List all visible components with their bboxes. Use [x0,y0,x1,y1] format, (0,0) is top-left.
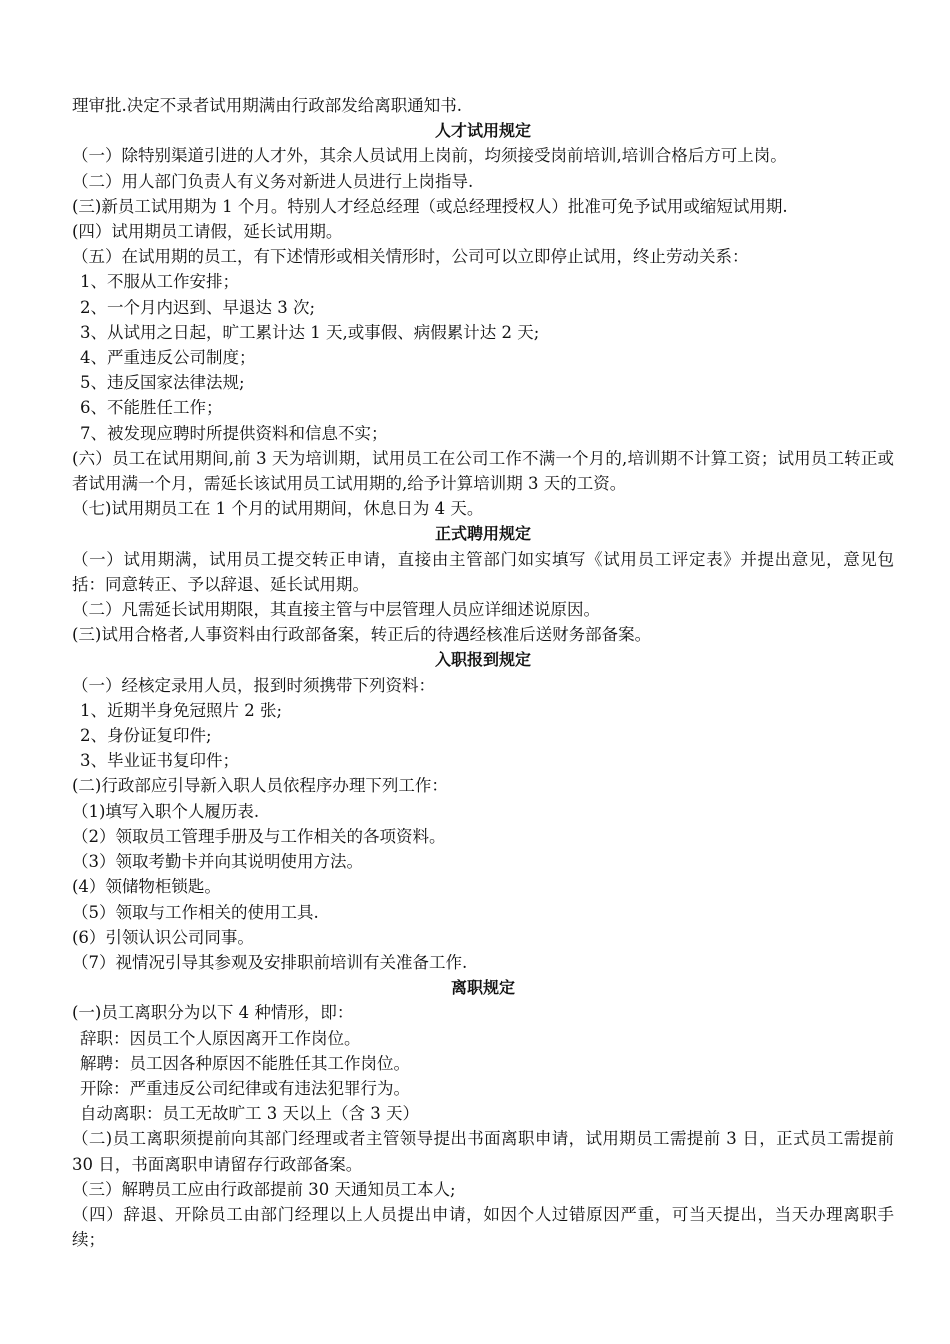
list-item: 1、不服从工作安排； [80,272,239,292]
list-item: （7）视情况引导其参观及安排职前培训有关准备工作. [72,952,468,972]
list-item: （3）领取考勤卡并向其说明使用方法。 [72,852,363,872]
intro-line: 理审批.决定不录者试用期满由行政部发给离职通知书. [72,96,462,115]
document-page [72,93,894,1252]
paragraph: (二)行政部应引导新入职人员依程序办理下列工作： [72,776,448,796]
paragraph: (一)员工离职分为以下 4 种情形，即： [72,1003,354,1023]
paragraph: （二)员工离职须提前向其部门经理或者主管领导提出书面离职申请，试用期员工需提前 3 日，正式员工需提前 30 日，书面离职申请留存行政部备案。 [72,1129,894,1174]
paragraph: (三)新员工试用期为 1 个月。特别人才经总经理（或总经理授权人）批准可免予试用或缩短试用期. [72,196,788,216]
list-item: 辞职：因员工个人原因离开工作岗位。 [80,1028,361,1048]
paragraph: （五）在试用期的员工，有下述情形或相关情形时，公司可以立即停止试用，终止劳动关系： [72,247,749,267]
list-item: （5）领取与工作相关的使用工具. [72,902,319,922]
paragraph: （二）用人部门负责人有义务对新进人员进行上岗指导. [72,171,474,191]
list-item: 解聘：员工因各种原因不能胜任其工作岗位。 [80,1053,410,1073]
list-item: 7、被发现应聘时所提供资料和信息不实； [80,423,388,443]
section-title-onboarding: 入职报到规定 [434,650,531,670]
section-title-resignation: 离职规定 [450,978,515,998]
list-item: (4）领储物柜锁匙。 [72,877,221,897]
paragraph: （一）试用期满，试用员工提交转正申请，直接由主管部门如实填写《试用员工评定表》并提出意见，意见包括：同意转正、予以辞退、延长试用期。 [72,549,894,594]
paragraph: （一）经核定录用人员，报到时须携带下列资料： [72,675,435,695]
section-title-formal-hire: 正式聘用规定 [434,524,531,544]
paragraph: （二）凡需延长试用期限，其直接主管与中层管理人员应详细述说原因。 [72,600,600,620]
paragraph: （七)试用期员工在 1 个月的试用期间，休息日为 4 天。 [72,499,484,519]
list-item: （1)填写入职个人履历表. [72,801,260,821]
list-item: 3、毕业证书复印件； [80,751,239,771]
section-title-talent-trial: 人才试用规定 [434,121,531,141]
list-item: 2、身份证复印件; [80,726,212,746]
list-item: 3、从试用之日起，旷工累计达 1 天,或事假、病假累计达 2 天; [80,322,540,342]
list-item: 开除：严重违反公司纪律或有违法犯罪行为。 [80,1078,410,1098]
list-item: （2）领取员工管理手册及与工作相关的各项资料。 [72,826,446,846]
list-item: (6）引领认识公司同事。 [72,927,254,947]
paragraph: (三)试用合格者,人事资料由行政部备案，转正后的待遇经核准后送财务部备案。 [72,625,652,645]
list-item: 1、近期半身免冠照片 2 张; [80,700,283,720]
list-item: 自动离职：员工无故旷工 3 天以上（含 3 天） [80,1104,419,1124]
paragraph: （一）除特别渠道引进的人才外，其余人员试用上岗前，均须接受岗前培训,培训合格后方可上岗。 [72,146,787,166]
paragraph: （四）辞退、开除员工由部门经理以上人员提出申请，如因个人过错原因严重，可当天提出，当天办理离职手续； [72,1204,894,1250]
paragraph: (四）试用期员工请假，延长试用期。 [72,222,343,242]
list-item: 6、不能胜任工作； [80,398,223,418]
list-item: 5、违反国家法律法规; [80,373,245,393]
list-item: 4、严重违反公司制度； [80,348,256,368]
list-item: 2、一个月内迟到、早退达 3 次; [80,297,316,317]
paragraph: (六）员工在试用期间,前 3 天为培训期，试用员工在公司工作不满一个月的,培训期不计算工资；试用员工转正或者试用满一个月，需延长该试用员工试用期的,给予计算培训期 3 天的工资。 [72,448,894,494]
paragraph: （三）解聘员工应由行政部提前 30 天通知员工本人; [72,1179,456,1199]
